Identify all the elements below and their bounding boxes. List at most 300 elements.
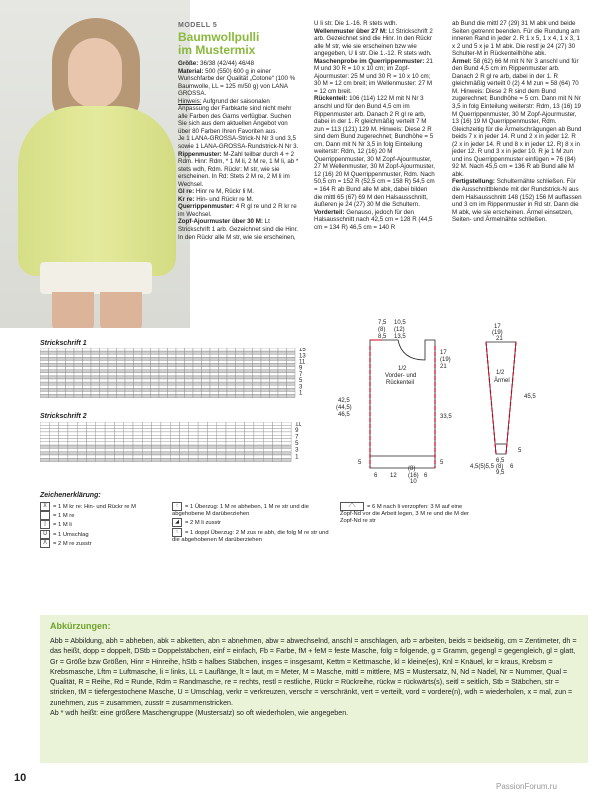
chart-cell (105, 458, 114, 461)
chart-cell (236, 367, 245, 370)
chart-cell (227, 379, 236, 382)
chart-cell (217, 422, 226, 425)
chart-cell (151, 357, 160, 360)
chart-cell (278, 388, 287, 391)
chart-cell (114, 439, 123, 442)
chart-cell (142, 357, 151, 360)
chart-cell (185, 391, 194, 394)
chart-cell (202, 379, 211, 382)
chart-cell (219, 354, 228, 357)
chart-cell (125, 348, 134, 351)
chart-cell (227, 357, 236, 360)
chart-cell (236, 382, 245, 385)
chart-cell (263, 422, 272, 425)
dim-label: (16) (408, 473, 419, 479)
chart-cell (133, 422, 142, 425)
chart-cell (134, 379, 143, 382)
chart-cell (77, 442, 86, 445)
chart-cell (117, 351, 126, 354)
dim-label: 4,5(5)5,5 (470, 464, 495, 470)
chart-cell (226, 448, 235, 451)
chart-cell (253, 354, 262, 357)
chart-cell (217, 445, 226, 448)
chart-cell (134, 373, 143, 376)
chart-cell (210, 367, 219, 370)
chart-cell (193, 388, 202, 391)
col3-intro: ab Bund die mittl 27 (29) 31 M abk und beide Seiten getrennt beenden. Für die Rundung am inneren Rand in jeder 2. R 1 x 5, 1 x 4, 1 x 3, 1 x 2 und 5 x je 1 M abk. Die restl je 24 (27) 30 Schulter-M in Rückenteilhöhe abk. (452, 20, 580, 58)
chart-cell (40, 442, 49, 445)
chart-cell (100, 395, 109, 398)
chart-cell (142, 429, 151, 432)
chart-cell (176, 360, 185, 363)
chart-cell (270, 364, 279, 367)
chart-cell (40, 391, 49, 394)
chart-cell (57, 388, 66, 391)
chart-cell (235, 445, 244, 448)
chart-cell (125, 370, 134, 373)
chart-cell (253, 367, 262, 370)
chart-cell (270, 351, 279, 354)
chart-cell (189, 439, 198, 442)
chart-cell (189, 425, 198, 428)
chart-cell (83, 373, 92, 376)
knitting-chart-1 (40, 348, 330, 398)
chart-cell (152, 432, 161, 435)
chart-cell (176, 367, 185, 370)
chart-cell (105, 425, 114, 428)
chart-cell (168, 376, 177, 379)
querrippen-label: Querrippenmuster: (178, 203, 235, 211)
chart-cell (159, 364, 168, 367)
chart-cell (235, 439, 244, 442)
chart-cell (254, 429, 263, 432)
chart-cell (245, 425, 254, 428)
chart-cell (168, 357, 177, 360)
chart-cell (168, 351, 177, 354)
chart-cell (227, 385, 236, 388)
chart-cell (219, 376, 228, 379)
chart-cell (49, 364, 58, 367)
chart-cell (134, 376, 143, 379)
chart-cell (108, 357, 117, 360)
chart-cell (77, 458, 86, 461)
chart-cell (133, 448, 142, 451)
chart-cell (159, 370, 168, 373)
chart-cell (207, 442, 216, 445)
chart-cell (134, 348, 143, 351)
chart-cell (125, 385, 134, 388)
chart-cell (49, 354, 58, 357)
chart-cell (142, 367, 151, 370)
chart-cell (117, 376, 126, 379)
chart-cell (235, 432, 244, 435)
chart-cell (74, 376, 83, 379)
chart-cell (142, 360, 151, 363)
piece-label: Vorder- und (385, 373, 417, 379)
chart-cell (170, 442, 179, 445)
chart-cell (253, 382, 262, 385)
chart-cell (198, 439, 207, 442)
chart-cell (105, 422, 114, 425)
chart-cell (193, 370, 202, 373)
chart-cell (189, 429, 198, 432)
chart-cell (278, 395, 287, 398)
chart-cell (189, 435, 198, 438)
chart-cell (198, 429, 207, 432)
chart-cell (68, 458, 77, 461)
chart-cell (142, 455, 151, 458)
chart-cell (83, 370, 92, 373)
chart-cell (134, 391, 143, 394)
chart-cell (142, 373, 151, 376)
chart-row-number: 9 (299, 365, 303, 372)
chart-cell (245, 442, 254, 445)
chart-cell (202, 348, 211, 351)
chart-cell (83, 395, 92, 398)
chart-cell (202, 354, 211, 357)
chart-cell (114, 455, 123, 458)
chart-cell (273, 435, 282, 438)
chart-cell (253, 376, 262, 379)
chart-cell (180, 435, 189, 438)
chart-cell (189, 458, 198, 461)
chart-cell (261, 379, 270, 382)
chart-cell (108, 367, 117, 370)
chart-cell (100, 370, 109, 373)
kr-label: Kr re: (178, 195, 195, 203)
chart-cell (91, 364, 100, 367)
chart-cell (74, 373, 83, 376)
chart-cell (108, 385, 117, 388)
chart-cell (170, 448, 179, 451)
chart-cell (210, 385, 219, 388)
chart-cell (185, 367, 194, 370)
chart-cell (226, 439, 235, 442)
chart-cell (219, 373, 228, 376)
chart-cell (202, 382, 211, 385)
chart-cell (40, 360, 49, 363)
chart-cell (210, 348, 219, 351)
chart-cell (226, 432, 235, 435)
chart-cell (253, 370, 262, 373)
chart-cell (151, 382, 160, 385)
chart-cell (219, 348, 228, 351)
chart-cell (114, 445, 123, 448)
chart-cell (100, 351, 109, 354)
chart-cell (219, 351, 228, 354)
chart-cell (114, 429, 123, 432)
dim-label: 12 (390, 473, 397, 479)
chart-cell (263, 452, 272, 455)
title-line2: im Mustermix (178, 43, 256, 57)
legend-cable-text: = 6 M nach li verzopfen: 3 M auf eine Zopf-Nd vor die Arbeit legen, 3 M re und die M der Zopf-Nd re str (340, 504, 469, 525)
chart-cell (124, 455, 133, 458)
chart-cell (159, 376, 168, 379)
chart-cell (176, 354, 185, 357)
chart-cell (210, 388, 219, 391)
chart-row-number: 7 (295, 434, 299, 441)
chart-cell (151, 348, 160, 351)
chart-cell (282, 455, 291, 458)
chart-cell (235, 442, 244, 445)
chart-cell (91, 357, 100, 360)
chart-cell (68, 422, 77, 425)
legend-col-1 (40, 502, 170, 548)
chart-cell (235, 425, 244, 428)
chart-cell (77, 432, 86, 435)
chart-cell (49, 452, 58, 455)
chart-cell (96, 442, 105, 445)
hinweis-label: Hinweis: (178, 97, 202, 105)
chart-cell (66, 370, 75, 373)
body-outline (370, 340, 435, 468)
chart-cell (176, 357, 185, 360)
instructions-column-2 (314, 20, 436, 231)
chart-row-number: 11 (295, 422, 302, 428)
chart-cell (133, 445, 142, 448)
chart-cell (114, 422, 123, 425)
chart-cell (151, 385, 160, 388)
piece-label: Ärmel (494, 378, 510, 384)
chart-cell (217, 425, 226, 428)
chart-cell (83, 379, 92, 382)
dim-label: 21 (496, 336, 503, 342)
chart-cell (74, 364, 83, 367)
chart-cell (68, 442, 77, 445)
chart-cell (124, 435, 133, 438)
chart-cell (66, 395, 75, 398)
chart-cell (185, 364, 194, 367)
chart-cell (185, 370, 194, 373)
chart-cell (236, 391, 245, 394)
chart-cell (77, 422, 86, 425)
chart-cell (227, 348, 236, 351)
chart-cell (108, 354, 117, 357)
chart-cell (193, 379, 202, 382)
chart-cell (261, 354, 270, 357)
chart-cell (278, 370, 287, 373)
dim-label: (44,5) (336, 405, 352, 411)
chart-cell (278, 379, 287, 382)
chart-cell (142, 458, 151, 461)
chart-cell (49, 348, 58, 351)
dim-label: (19) (440, 357, 451, 363)
chart-cell (91, 373, 100, 376)
chart-cell (105, 432, 114, 435)
chart-cell (124, 439, 133, 442)
chart-cell (125, 379, 134, 382)
dim-label: 5 (440, 460, 444, 466)
chart-cell (253, 373, 262, 376)
chart-cell (100, 348, 109, 351)
chart-cell (68, 448, 77, 451)
chart-cell (159, 348, 168, 351)
chart-cell (278, 376, 287, 379)
chart-cell (254, 445, 263, 448)
chart-cell (170, 429, 179, 432)
chart-cell (87, 435, 96, 438)
chart-cell (134, 388, 143, 391)
chart-cell (227, 388, 236, 391)
chart-cell (57, 370, 66, 373)
chart-cell (207, 422, 216, 425)
chart-cell (108, 348, 117, 351)
chart-cell (261, 376, 270, 379)
chart-cell (161, 452, 170, 455)
chart-cell (151, 388, 160, 391)
chart-cell (217, 455, 226, 458)
chart-cell (287, 388, 296, 391)
chart-cell (68, 452, 77, 455)
chart-row-number: 9 (295, 427, 299, 434)
abbreviations-list: Abb = Abbildung, abh = abheben, abk = abketten, abn = abnehmen, abw = abwechselnd, anschl = anschlagen, arb = arbeiten, beids = beidseitig, cm = Zentimeter, dh = das heißt, dopp = doppelt, DStb = Doppelstäbchen, einf = einfach, Fb = Farbe, fM + feM = feste Masche, folg = folgende, g = Gramm, gegengl = gegengleich, gl = glatt, Gr = Größe bzw Größen, Hinr = Hinreihe, hStb = halbes Stäbchen, insges = insgesamt, Kettm = Kettmasche, kl = kleine(es), Knl = Knäuel, kr = kraus, Krebsm = Krebsmasche, Lftm = Luftmasche, li = links, LL = Lauflänge, lt = laut, m = Meter, M = Masche, mittl = mittlere, MS = Mustersatz, N, Nd = Nadel, Nr = Nummer, Qual = Qualität, R = Reihe, Rd = Runde, Rdm = Randmasche, re = rechts, restl = restliche, Rückr = Rückreihe, rückw = rückwärts(s), seitl = seitlich, Stb = Stäbchen, str = stricken, tM = tiefergestochene Masche, U = Umschlag, verkr = verkreuzen, verschr = verschränkt, vert = verteilt, vord = vordere(n), wdh = wiederholen, x = mal, zun = zunehmen, zus = zusammen, zusstr = zusammenstricken. (50, 637, 577, 707)
chart-cell (125, 357, 134, 360)
chart-cell (168, 391, 177, 394)
chart-cell (108, 364, 117, 367)
wellen-label: Wellenmuster über 27 M: (314, 27, 388, 35)
chart-cell (83, 364, 92, 367)
chart-cell (77, 429, 86, 432)
chart-cell (66, 379, 75, 382)
chart-cell (159, 357, 168, 360)
chart-cell (66, 388, 75, 391)
chart-cell (253, 395, 262, 398)
chart-cell (57, 367, 66, 370)
chart-cell (176, 395, 185, 398)
chart-cell (91, 388, 100, 391)
chart-cell (142, 385, 151, 388)
chart-cell (40, 382, 49, 385)
dim-label: 42,5 (338, 398, 350, 404)
chart-cell (74, 391, 83, 394)
chart-cell (77, 445, 86, 448)
chart-cell (261, 395, 270, 398)
chart-cell (193, 367, 202, 370)
chart-cell (57, 382, 66, 385)
chart-cell (40, 422, 49, 425)
chart-cell (278, 357, 287, 360)
chart-cell (83, 388, 92, 391)
chart-cell (125, 364, 134, 367)
chart-cell (49, 376, 58, 379)
chart-cell (254, 439, 263, 442)
chart-cell (40, 445, 49, 448)
chart-cell (202, 364, 211, 367)
dim-label: (8) (378, 327, 386, 333)
chart-cell (278, 360, 287, 363)
chart-cell (91, 376, 100, 379)
chart-cell (278, 373, 287, 376)
chart-cell (124, 445, 133, 448)
chart-cell (217, 429, 226, 432)
piece-label: 1/2 (496, 370, 505, 376)
chart-cell (91, 391, 100, 394)
chart-cell (142, 379, 151, 382)
chart-cell (170, 458, 179, 461)
chart-cell (59, 455, 68, 458)
chart-cell (270, 379, 279, 382)
chart-cell (219, 367, 228, 370)
chart-cell (217, 448, 226, 451)
chart-cell (142, 395, 151, 398)
chart-row-number: 3 (299, 384, 303, 391)
chart-cell (236, 364, 245, 367)
legend-item: X = 1 M kr re: Hin- und Rückr re M (40, 502, 170, 511)
legend-item: = 1 M re (40, 511, 170, 520)
chart-cell (124, 429, 133, 432)
chart-cell (176, 348, 185, 351)
chart-cell (96, 452, 105, 455)
chart-cell (270, 388, 279, 391)
chart-cell (117, 382, 126, 385)
chart-cell (198, 448, 207, 451)
chart-cell (114, 435, 123, 438)
chart-cell (278, 364, 287, 367)
fertig-text: Schulternähte schließen. Für die Ausschnittblende mit der Rundstrick-N aus dem Halsausschnitt 148 (152) 156 M auffassen und 3 cm im Rippenmuster in Rd str. Dann die M abk, wie sie erscheinen. Ärmel einsetzen, Seiten- und Ärmelnähte schließen. (452, 178, 582, 224)
chart-cell (227, 395, 236, 398)
chart-cell (49, 395, 58, 398)
chart-cell (176, 379, 185, 382)
abbreviations-title: Abkürzungen: (50, 621, 111, 631)
chart-cell (189, 455, 198, 458)
dim-label: 45,5 (524, 394, 536, 400)
chart-cell (105, 435, 114, 438)
chart-cell (74, 370, 83, 373)
chart-cell (124, 425, 133, 428)
chart-cell (261, 373, 270, 376)
chart-cell (68, 445, 77, 448)
dim-label: 5 (518, 448, 522, 454)
chart-cell (91, 395, 100, 398)
chart-cell (217, 452, 226, 455)
chart-cell (170, 445, 179, 448)
chart-cell (282, 435, 291, 438)
dim-label: 6 (424, 473, 428, 479)
chart-cell (202, 357, 211, 360)
chart-cell (236, 373, 245, 376)
chart-cell (273, 455, 282, 458)
chart-cell (49, 382, 58, 385)
chart-cell (57, 364, 66, 367)
chart-cell (117, 357, 126, 360)
chart-cell (40, 388, 49, 391)
chart-cell (49, 385, 58, 388)
chart-cell (193, 391, 202, 394)
chart-cell (59, 448, 68, 451)
chart-cell (133, 429, 142, 432)
chart-cell (185, 348, 194, 351)
chart-cell (193, 395, 202, 398)
chart-cell (57, 391, 66, 394)
chart-cell (273, 448, 282, 451)
abbreviations-text (50, 636, 580, 718)
chart-cell (151, 367, 160, 370)
chart-cell (180, 422, 189, 425)
chart-cell (134, 364, 143, 367)
chart-cell (202, 388, 211, 391)
wellen-text: Lt Strickschrift 2 arb. Gezeichnet sind die Hinr. In den Rückr alle M str, wie sie erscheinen bzw wie angegeben, U li str. Die 1.-12. R stets wdh. (314, 27, 433, 58)
chart-cell (124, 452, 133, 455)
material-label: Material: (178, 67, 204, 75)
chart-cell (263, 425, 272, 428)
chart-cell (142, 425, 151, 428)
dim-label: 13,5 (394, 334, 406, 340)
chart-cell (207, 452, 216, 455)
chart-cell (236, 388, 245, 391)
chart-cell (168, 370, 177, 373)
photo-face (68, 38, 122, 108)
chart-cell (96, 432, 105, 435)
